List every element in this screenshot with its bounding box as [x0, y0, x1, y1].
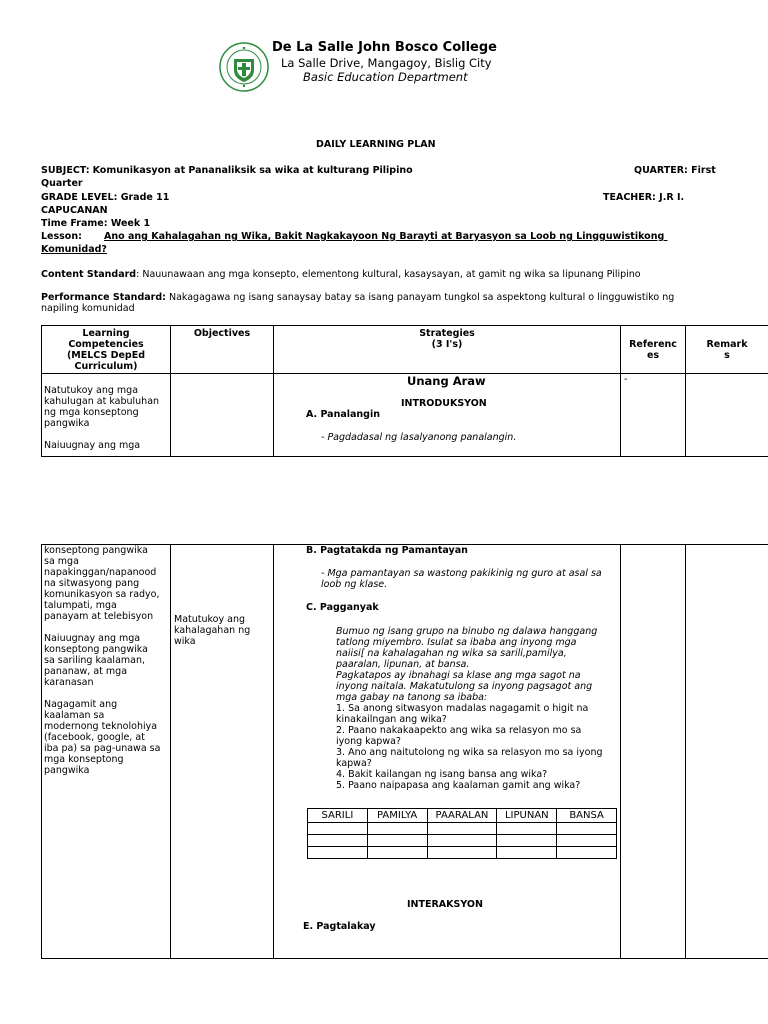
section-c-line: naiisi[ na kahalagahan ng wika sa sarili,pamilya,	[336, 648, 567, 659]
section-b-text	[321, 568, 616, 590]
competency-line: Naiuugnay ang mga	[44, 633, 141, 644]
header-objectives: Objectives	[193, 328, 251, 339]
question-line: 5. Paano naipapasa ang kaalaman gamit ang wika?	[336, 780, 581, 791]
performance-standard-label: Performance Standard:	[41, 292, 166, 303]
time-frame-field	[41, 218, 150, 229]
time-frame-label: Time Frame:	[41, 218, 108, 229]
objective-line: kahalagahan ng	[174, 625, 251, 636]
grid-cell	[557, 835, 617, 847]
content-standard	[41, 269, 641, 280]
competency-line: iba pa) sa pag-unawa sa	[44, 743, 161, 754]
section-c-heading: C. Pagganyak	[306, 602, 379, 613]
header-competencies-line: Competencies	[68, 339, 144, 350]
grid-cell	[427, 835, 497, 847]
content-standard-label: Content Standard	[41, 269, 137, 280]
header-references	[621, 339, 685, 361]
day-label: Unang Araw	[407, 374, 486, 388]
grid-cell	[557, 823, 617, 835]
section-c-line: tatlong miyembro. Isulat sa ibaba ang inyong mga	[336, 637, 577, 648]
quarter-value-wrap: Quarter	[41, 178, 83, 189]
header-remarks-line: Remark	[706, 339, 748, 350]
competency-line: napakinggan/napanood	[44, 567, 157, 578]
performance-standard	[41, 292, 674, 303]
section-c-text	[336, 626, 616, 703]
section-a-text: - Pagdadasal ng lasalyanong panalangin.	[321, 432, 517, 443]
header-competencies-line: Learning	[82, 328, 130, 339]
subject-label: SUBJECT:	[41, 165, 90, 176]
grid-header: PAARALAN	[427, 809, 497, 823]
grid-cell	[367, 835, 427, 847]
competency-cell-page2	[44, 545, 170, 776]
question-line: 1. Sa anong sitwasyon madalas nagagamit o higit na	[336, 703, 589, 714]
competency-line: sa sariling kaalaman,	[44, 655, 146, 666]
grade-field	[41, 192, 169, 203]
competency-line: pananaw, at mga	[44, 666, 128, 677]
question-line: 3. Ano ang naitutolong ng wika sa relasyon mo sa iyong	[336, 747, 603, 758]
grid-cell	[427, 847, 497, 859]
grid-cell	[367, 823, 427, 835]
grid-cell	[367, 847, 427, 859]
competency-line: talumpati, mga	[44, 600, 117, 611]
section-c-line: paaralan, lipunan, at bansa.	[336, 659, 470, 670]
question-line: kapwa?	[336, 758, 372, 769]
competency-line: panayam at telebisyon	[44, 611, 154, 622]
section-c-line: mga gabay na tanong sa ibaba:	[336, 692, 488, 703]
grid-header: PAMILYA	[367, 809, 427, 823]
teacher-value: J.R I.	[659, 192, 685, 203]
answer-grid	[307, 808, 617, 859]
objective-line: Matutukoy ang	[174, 614, 245, 625]
competency-line: kahulugan at kabuluhan	[44, 396, 160, 407]
guide-questions	[336, 703, 616, 791]
teacher-field	[603, 192, 684, 203]
question-line: 2. Paano nakakaapekto ang wika sa relasyon mo sa	[336, 725, 582, 736]
header-competencies-line: Curriculum)	[74, 361, 138, 372]
performance-standard-line2: napiling komunidad	[41, 303, 135, 314]
competency-line: modernong teknolohiya	[44, 721, 158, 732]
college-seal-icon	[219, 42, 269, 92]
section-a-heading: A. Panalangin	[306, 409, 380, 420]
grid-header: BANSA	[557, 809, 617, 823]
competency-line: komunikasyon sa radyo,	[44, 589, 160, 600]
header-competencies-line: (MELCS DepEd	[66, 350, 146, 361]
header-remarks	[686, 339, 768, 361]
college-address: La Salle Drive, Mangagoy, Bislig City	[281, 56, 492, 70]
header-strategies	[274, 328, 620, 350]
section-b-line: - Mga pamantayan sa wastong pakikinig ng guro at asal sa	[321, 568, 602, 579]
competency-line: sa mga	[44, 556, 79, 567]
subject-line	[41, 165, 413, 176]
competency-line: pangwika	[44, 418, 90, 429]
header-remarks-line: s	[724, 350, 730, 361]
competency-line: kaalaman sa	[44, 710, 105, 721]
lesson-label: Lesson:	[41, 231, 82, 242]
competency-line: Nagagamit ang	[44, 699, 118, 710]
grid-cell	[308, 835, 368, 847]
competency-line: pangwika	[44, 765, 90, 776]
grid-cell	[497, 835, 557, 847]
grade-label: GRADE LEVEL:	[41, 192, 118, 203]
header-competencies	[42, 328, 170, 372]
lesson-title: Ano ang Kahalagahan ng Wika, Bakit Nagkakayoon Ng Barayti at Baryasyon sa Loob ng Lingguwistikong	[104, 231, 668, 242]
section-c-line: inyong naitala. Makatutulong sa inyong pagsagot ang	[336, 681, 593, 692]
performance-standard-value: Nakagagawa ng isang sanaysay batay sa isang panayam tungkol sa aspektong kultural o lingguwistiko ng	[165, 292, 675, 303]
teacher-label: TEACHER:	[603, 192, 656, 203]
objective-line: wika	[174, 636, 196, 647]
quarter-field	[634, 165, 716, 176]
question-line: 4. Bakit kailangan ng isang bansa ang wika?	[336, 769, 548, 780]
spacer	[44, 429, 170, 440]
competency-line: konseptong pangwika	[44, 545, 148, 556]
grid-cell	[497, 847, 557, 859]
quarter-label: QUARTER:	[634, 165, 688, 176]
section-b-heading: B. Pagtatakda ng Pamantayan	[306, 545, 468, 556]
competency-line: (facebook, google, at	[44, 732, 145, 743]
subject-value: Komunikasyon at Pananaliksik sa wika at kulturang Pilipino	[92, 165, 413, 176]
grid-cell	[427, 823, 497, 835]
quarter-value: First	[691, 165, 716, 176]
spacer	[44, 622, 170, 633]
college-name: De La Salle John Bosco College	[272, 40, 497, 55]
header-strategies-line: (3 I's)	[431, 339, 463, 350]
question-line: kinakailngan ang wika?	[336, 714, 447, 725]
grid-cell	[308, 823, 368, 835]
header-strategies-line: Strategies	[419, 328, 475, 339]
competency-line: karanasan	[44, 677, 94, 688]
lesson-title-line2: Komunidad?	[41, 244, 107, 255]
section-c-line: Pagkatapos ay ibnahagi sa klase ang mga sagot na	[336, 670, 581, 681]
section-b-line: loob ng klase.	[321, 579, 388, 590]
competency-line: ng mga konseptong	[44, 407, 139, 418]
competency-line: na sitwasyong pang	[44, 578, 140, 589]
teacher-value-wrap: CAPUCANAN	[41, 205, 108, 216]
grid-header: SARILI	[308, 809, 368, 823]
section-c-line: Bumuo ng isang grupo na binubo ng dalawa hanggang	[336, 626, 598, 637]
question-line: iyong kapwa?	[336, 736, 401, 747]
competency-cell-page1	[44, 385, 170, 451]
competency-line: Naiuugnay ang mga	[44, 440, 141, 451]
phase-interaksyon: INTERAKSYON	[407, 899, 483, 910]
header-references-line: es	[646, 350, 660, 361]
spacer	[44, 688, 170, 699]
grid-cell	[497, 823, 557, 835]
grid-cell	[308, 847, 368, 859]
grid-cell	[557, 847, 617, 859]
header-references-line: Referenc	[629, 339, 677, 350]
competency-line: konseptong pangwika	[44, 644, 148, 655]
content-standard-value: : Nauunawaan ang mga konsepto, elementong kultural, kasaysayan, at gamit ng wika sa lipunang Pilipino	[136, 269, 641, 280]
competency-line: Natutukoy ang mga	[44, 385, 139, 396]
grade-value: Grade 11	[120, 192, 170, 203]
department-name: Basic Education Department	[303, 70, 468, 84]
phase-introduksyon: INTRODUKSYON	[401, 398, 487, 409]
objective-cell	[174, 614, 270, 647]
document-title: DAILY LEARNING PLAN	[316, 139, 436, 150]
time-frame-value: Week 1	[110, 218, 151, 229]
grid-header: LIPUNAN	[497, 809, 557, 823]
section-e-heading: E. Pagtalakay	[303, 921, 376, 932]
competency-line: mga konseptong	[44, 754, 124, 765]
reference-mark: -	[624, 374, 628, 385]
